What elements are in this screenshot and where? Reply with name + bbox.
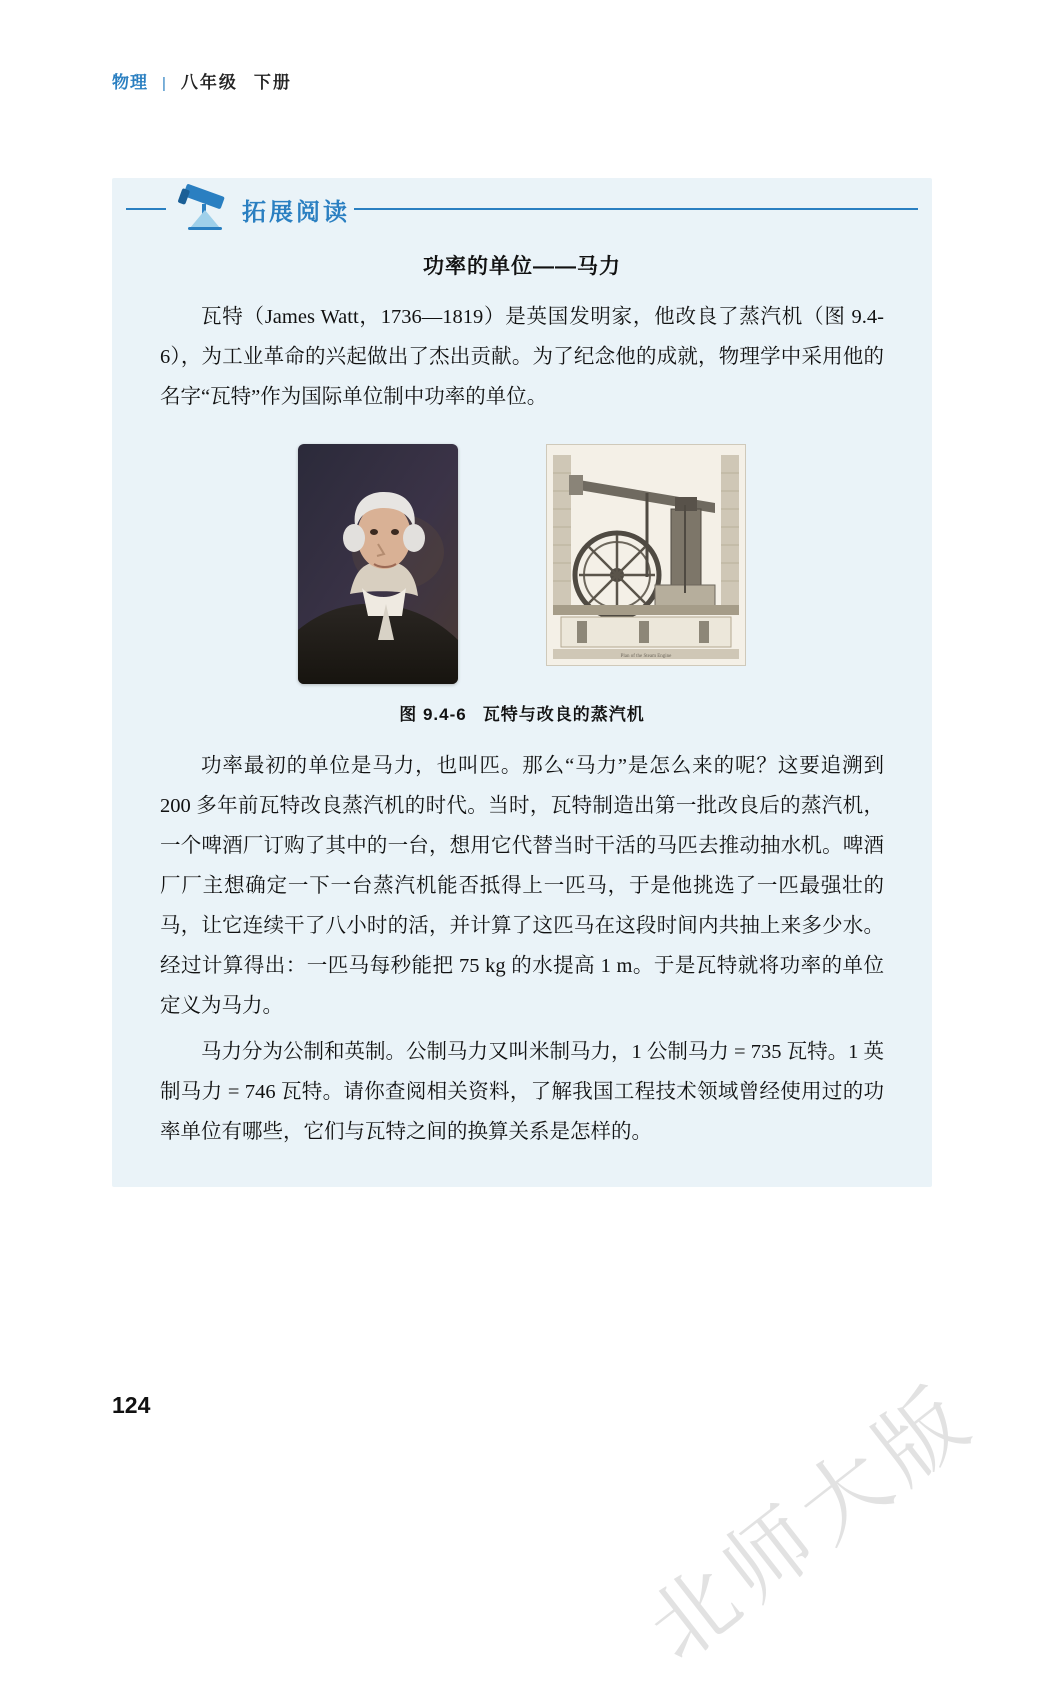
svg-text:Plan of the Steam Engine: Plan of the Steam Engine xyxy=(620,653,672,659)
panel-title: 拓展阅读 xyxy=(242,199,350,226)
telescope-icon xyxy=(174,184,236,232)
watt-portrait xyxy=(298,444,458,684)
figure-caption xyxy=(112,700,932,725)
article-paragraph-1: 瓦特（James Watt，1736—1819）是英国发明家，他改良了蒸汽机（图 9.4-6），为工业革命的兴起做出了杰出贡献。为了纪念他的成就，物理学中采用他的名字“瓦特”作为国际单位制中功率的单位。 xyxy=(160,306,884,408)
article-paragraph-2: 功率最初的单位是马力，也叫匹。那么“马力”是怎么来的呢？这要追溯到 200 多年前瓦特改良蒸汽机的时代。当时，瓦特制造出第一批改良后的蒸汽机，一个啤酒厂订购了其中的一台，想用它代替当时干活的马匹去推动抽水机。啤酒厂厂主想确定一下一台蒸汽机能否抵得上一匹马，于是他挑选了一匹最强壮的马，让它连续干了八小时的活，并计算了这匹马在这段时间内共抽上来多少水。经过计算得出：一匹马每秒能把 75 kg 的水提高 1 m。于是瓦特就将功率的单位定义为马力。 xyxy=(160,754,884,1017)
running-head-separator: | xyxy=(162,75,167,92)
figure-row xyxy=(112,444,932,684)
running-head-subject: 物理 xyxy=(112,73,148,92)
header-rule-left xyxy=(126,208,166,210)
running-head xyxy=(112,68,292,93)
article-paragraph-3: 马力分为公制和英制。公制马力又叫米制马力，1 公制马力 = 735 瓦特。1 英制马力 = 746 瓦特。请你查阅相关资料，了解我国工程技术领域曾经使用过的功率单位有哪些，它们与瓦特之间的换算关系是怎样的。 xyxy=(160,1040,884,1143)
panel-header xyxy=(112,178,932,234)
running-head-volume: 下册 xyxy=(253,73,292,92)
watermark: 北师大版 xyxy=(630,1366,993,1679)
header-rule-right xyxy=(354,208,918,210)
article-title: 功率的单位——马力 xyxy=(423,255,621,278)
extended-reading-panel xyxy=(112,178,932,1187)
figure-number: 图 9.4-6 xyxy=(399,704,467,724)
page-number: 124 xyxy=(112,1392,151,1418)
figure-caption-text: 瓦特与改良的蒸汽机 xyxy=(482,704,645,724)
running-head-grade: 八年级 xyxy=(180,73,238,92)
steam-engine-engraving xyxy=(546,444,746,666)
